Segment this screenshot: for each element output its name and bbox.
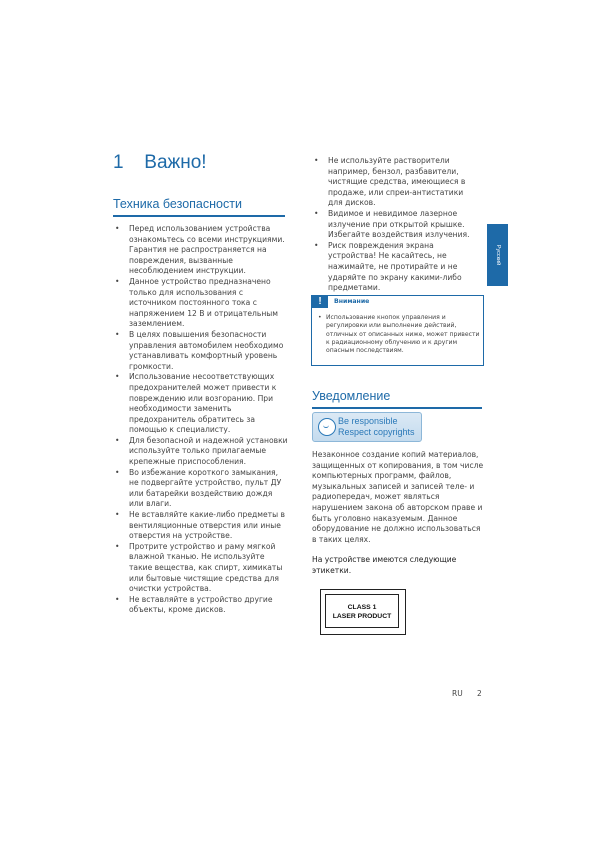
laser-line-1: CLASS 1 bbox=[347, 604, 377, 611]
logo-line-1: Be responsible bbox=[338, 416, 398, 426]
caution-title: Внимание bbox=[334, 298, 370, 305]
caution-list bbox=[316, 314, 481, 355]
logo-line-2: Respect copyrights bbox=[338, 426, 415, 437]
logo-text bbox=[338, 416, 415, 437]
exclamation-icon: ! bbox=[312, 296, 328, 308]
list-item: • Данное устройство предназначено только для использования с источником постоянного тока с напряжением 12 В и отрицательным заземлением. bbox=[115, 276, 279, 329]
smiley-icon bbox=[318, 418, 336, 436]
page-number: 2 bbox=[477, 689, 482, 698]
list-item: • Перед использованием устройства ознакомьтесь со всеми инструкциями. Гарантия не распространяется на повреждения, вызванные несоблюдением инструкции. bbox=[115, 224, 285, 276]
laser-line-2: LASER PRODUCT bbox=[332, 613, 392, 620]
list-item: • Не вставляйте какие-либо предметы в вентиляционные отверстия или иные отверстия на устройстве. bbox=[115, 510, 285, 541]
copyright-logo bbox=[312, 412, 422, 442]
chapter-title: Важно! bbox=[144, 152, 207, 173]
list-item: • Видимое и невидимое лазерное излучение при открытой крышке. Избегайте воздействия излучения. bbox=[314, 208, 470, 240]
list-item: • Использование кнопок управления и регулировки или выполнение действий, отличных от описанных ниже, может привести к радиационному облучению и к другим опасным последствиям. bbox=[318, 314, 480, 355]
list-item: • Использование несоответствующих предохранителей может привести к повреждению или возгоранию. При необходимости заменить предохранитель обратитесь за помощью к специалисту. bbox=[115, 372, 277, 435]
laser-label-inner bbox=[325, 594, 399, 628]
footer-language: RU bbox=[452, 689, 463, 698]
list-item: • Во избежание короткого замыкания, не подвергайте устройство, пульт ДУ или батарейки воздействию дождя или влаги. bbox=[115, 467, 282, 509]
safety-title-rule bbox=[113, 215, 285, 217]
language-side-tab bbox=[487, 224, 508, 286]
safety-list-continued bbox=[312, 156, 480, 294]
language-tab-label: Русский bbox=[494, 244, 501, 266]
notice-paragraph: Незаконное создание копий материалов, защищенных от копирования, в том числе компьютерных программ, файлов, музыкальных записей и записей теле- и радиопередач, может являться нарушением закона об авторском праве и быть уголовно наказуемым. Данное оборудование не должно использоваться в таких целях. bbox=[312, 450, 484, 544]
chapter-number: 1 bbox=[113, 152, 124, 173]
list-item: • Не используйте растворители например, бензол, разбавители, чистящие средства, имеющиеся в продаже, или спреи-антистатики для дисков. bbox=[314, 156, 466, 208]
notice-title-rule bbox=[312, 407, 482, 409]
labels-intro: На устройстве имеются следующие этикетки. bbox=[312, 555, 457, 575]
caution-box bbox=[311, 295, 484, 366]
safety-list bbox=[113, 224, 288, 616]
laser-label bbox=[320, 589, 406, 635]
list-item: • Протрите устройство и раму мягкой влажной тканью. Не используйте такие вещества, как спирт, химикаты или бытовые чистящие средства для очистки устройства. bbox=[115, 541, 283, 594]
list-item: • Риск повреждения экрана устройства! Не касайтесь, не нажимайте, не протирайте и не ударяйте по экрану какими-либо предметами. bbox=[314, 240, 462, 293]
list-item: • Не вставляйте в устройство другие объекты, кроме дисков. bbox=[115, 594, 273, 615]
list-item: • В целях повышения безопасности управления автомобилем необходимо устанавливать комфортный уровень громкости. bbox=[115, 329, 284, 371]
caution-header bbox=[312, 296, 483, 308]
notice-title: Уведомление bbox=[312, 389, 391, 403]
safety-title: Техника безопасности bbox=[113, 197, 242, 211]
chapter-heading bbox=[113, 152, 207, 174]
list-item: • Для безопасной и надежной установки используйте только прилагаемые крепежные приспособления. bbox=[115, 435, 288, 467]
